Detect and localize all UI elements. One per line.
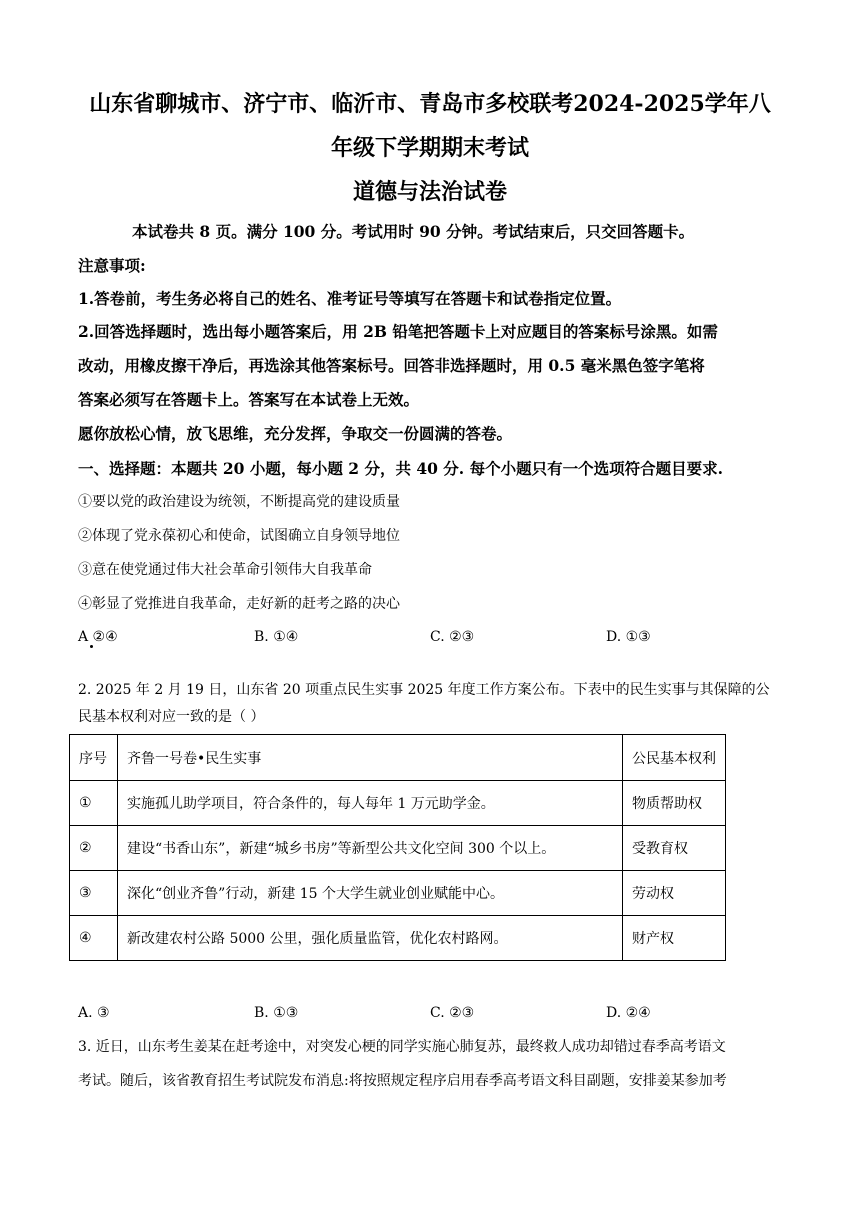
table-cell-item: 建设“书香山东”，新建“城乡书房”等新型公共文化空间 300 个以上。 [118, 826, 623, 871]
section-heading: 一、选择题：本题共 20 小题，每小题 2 分，共 40 分. 每个小题只有一个选项符合题目要求. [78, 459, 723, 478]
table-cell-right: 财产权 [623, 916, 726, 961]
q1-statement-3: ③意在使党通过伟大社会革命引领伟大自我革命 [78, 562, 372, 578]
table-cell-right: 劳动权 [623, 871, 726, 916]
table-cell-right: 受教育权 [623, 826, 726, 871]
table-cell-index: ③ [70, 871, 118, 916]
q2-option-b: B. ①③ [254, 1005, 299, 1021]
notice-rule-2-line3: 答案必须写在答题卡上。答案写在本试卷上无效。 [78, 390, 420, 409]
notice-rule-1: 1.答卷前，考生务必将自己的姓名、准考证号等填写在答题卡和试卷指定位置。 [78, 289, 622, 308]
exam-summary: 本试卷共 8 页。满分 100 分。考试用时 90 分钟。考试结束后，只交回答题卡。 [132, 222, 695, 241]
exam-subject-title: 道德与法治试卷 [352, 179, 507, 205]
q1-statement-2: ②体现了党永葆初心和使命，试图确立自身领导地位 [78, 528, 400, 544]
table-header-cell: 齐鲁一号卷•民生实事 [118, 735, 623, 781]
q2-table [69, 734, 726, 961]
q3-line2: 考试。随后，该省教育招生考试院发布消息:将按照规定程序启用春季高考语文科目副题，安排姜某参加考 [78, 1073, 727, 1089]
exam-title-line2: 年级下学期期末考试 [330, 135, 529, 161]
table-cell-item: 新改建农村公路 5000 公里，强化质量监管，优化农村路网。 [118, 916, 623, 961]
q1-option-b: B. ①④ [254, 629, 299, 645]
q1-statement-1: ①要以党的政治建设为统领，不断提高党的建设质量 [78, 494, 400, 510]
q2-option-a: A. ③ [78, 1005, 110, 1021]
notice-rule-2-line1: 2.回答选择题时，选出每小题答案后，用 2B 铅笔把答题卡上对应题目的答案标号涂黑。如需 [78, 322, 718, 341]
table-cell-right: 物质帮助权 [623, 781, 726, 826]
notice-rule-2-line2: 改动，用橡皮擦干净后，再选涂其他答案标号。回答非选择题时，用 0.5 毫米黑色签字笔将 [78, 356, 705, 375]
q3-line1: 3. 近日，山东考生姜某在赶考途中，对突发心梗的同学实施心肺复苏，最终救人成功却错过春季高考语文 [78, 1039, 726, 1055]
table-row [70, 826, 726, 871]
table-cell-index: ④ [70, 916, 118, 961]
q2-stem-line1: 2. 2025 年 2 月 19 日，山东省 20 项重点民生实事 2025 年度工作方案公布。下表中的民生实事与其保障的公 [78, 682, 770, 698]
notice-heading: 注意事项: [78, 256, 146, 275]
table-header-row [70, 735, 726, 781]
table-header-cell: 公民基本权利 [623, 735, 726, 781]
q2-option-c: C. ②③ [430, 1005, 475, 1021]
table-cell-item: 实施孤儿助学项目，符合条件的，每人每年 1 万元助学金。 [118, 781, 623, 826]
table-row [70, 916, 726, 961]
q1-option-c: C. ②③ [430, 629, 475, 645]
q1-option-d: D. ①③ [606, 629, 651, 645]
q1-option-a: A ②④ [78, 629, 118, 645]
q2-stem-line2: 民基本权利对应一致的是（ ） [78, 709, 265, 725]
wish-line: 愿你放松心情，放飞思维，充分发挥，争取交一份圆满的答卷。 [78, 424, 513, 443]
exam-title-line1: 山东省聊城市、济宁市、临沂市、青岛市多校联考2024-2025学年八 [89, 91, 771, 117]
table-row [70, 781, 726, 826]
q1-statement-4: ④彰显了党推进自我革命，走好新的赶考之路的决心 [78, 596, 400, 612]
option-dot-mark [90, 645, 93, 648]
table-cell-index: ① [70, 781, 118, 826]
table-cell-item: 深化“创业齐鲁”行动，新建 15 个大学生就业创业赋能中心。 [118, 871, 623, 916]
table-row [70, 871, 726, 916]
q2-option-d: D. ②④ [606, 1005, 651, 1021]
table-header-cell: 序号 [70, 735, 118, 781]
table-cell-index: ② [70, 826, 118, 871]
